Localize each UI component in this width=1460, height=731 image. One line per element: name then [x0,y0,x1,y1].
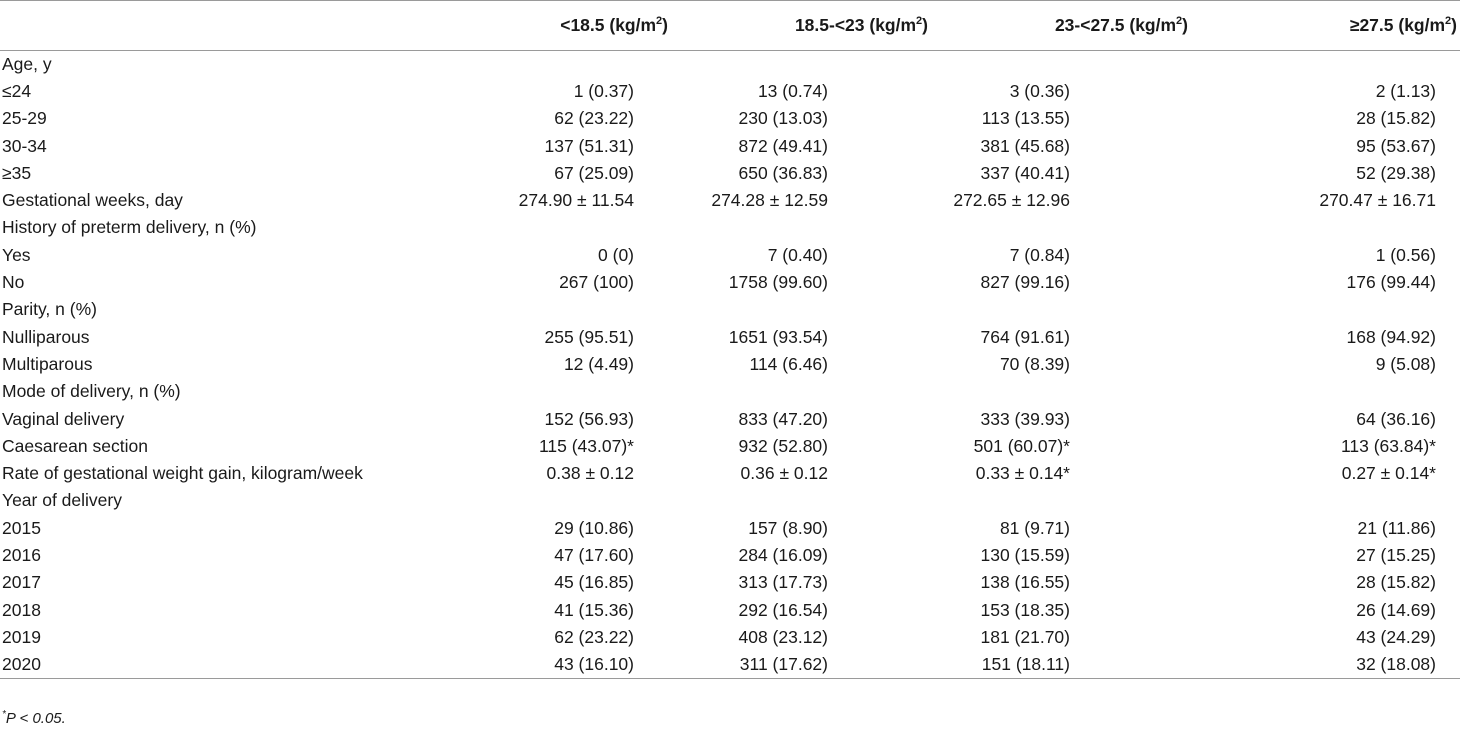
table-body [0,51,1460,679]
table-cell [940,214,1200,241]
table-cell: 29 (10.86) [554,517,634,538]
header-superscript: 2 [1176,15,1183,28]
table-cell: 47 (17.60) [554,544,634,565]
table-cell: 157 (8.90) [748,517,828,538]
table-row [0,433,1460,460]
table-cell: 311 (17.62) [680,651,940,678]
table-cell: 176 (99.44) [1346,272,1436,293]
table-cell: 381 (45.68) [980,135,1070,156]
table-header [0,1,1460,51]
table-cell: 872 (49.41) [738,135,828,156]
table-footnote [2,710,66,727]
table-cell [420,296,680,323]
table-row [0,242,1460,269]
table-cell [1200,296,1460,323]
table-cell: 1651 (93.54) [728,326,828,347]
table-cell [940,378,1200,405]
header-cell-bmi-under-18-5 [420,1,680,51]
table-cell [680,214,940,241]
table-cell [1200,214,1460,241]
table-cell: 0.33 ± 0.14* [975,463,1070,484]
row-label: Mode of delivery, n (%) [2,381,181,402]
row-label: Multiparous [2,353,93,374]
table-row [0,132,1460,159]
table-row [0,515,1460,542]
table-cell: 255 (95.51) [544,326,634,347]
table-cell: 67 (25.09) [554,162,634,183]
table-cell: 26 (14.69) [1356,599,1436,620]
table-cell: 64 (36.16) [1356,408,1436,429]
table-row [0,187,1460,214]
table-row [0,378,1460,405]
table-row [0,460,1460,487]
table-cell [940,487,1200,514]
table-cell [940,51,1200,78]
table-cell: 292 (16.54) [738,599,828,620]
table-row [0,160,1460,187]
header-tail: ) [922,15,928,35]
row-label: Caesarean section [2,435,148,456]
table-cell [940,296,1200,323]
row-label: 2015 [2,517,41,538]
table-cell: 274.28 ± 12.59 [711,190,828,211]
table-cell: 7 (0.40) [767,244,828,265]
table-cell: 27 (15.25) [1356,544,1436,565]
row-label: Vaginal delivery [2,408,125,429]
table-cell: 62 (23.22) [554,108,634,129]
table-cell: 0 (0) [598,244,634,265]
table-cell [680,296,940,323]
table-cell: 21 (11.86) [1357,517,1436,538]
row-label: Nulliparous [2,326,90,347]
table-cell: 70 (8.39) [999,353,1070,374]
table-cell [420,378,680,405]
table-cell: 12 (4.49) [563,353,634,374]
table-cell: 152 (56.93) [544,408,634,429]
row-label: 25-29 [2,108,47,129]
row-label: Year of delivery [2,490,122,511]
table-cell: 113 (13.55) [981,108,1070,129]
table-cell: 333 (39.93) [980,408,1070,429]
row-label: Age, y [2,53,52,74]
table-cell: 650 (36.83) [738,162,828,183]
table-cell: 114 (6.46) [749,353,828,374]
row-label: Yes [2,244,31,265]
header-superscript: 2 [916,15,923,28]
table-cell: 43 (24.29) [1356,626,1436,647]
header-text: 23-<27.5 (kg/m [1054,15,1177,35]
row-label: 2020 [0,651,420,678]
table-cell: 501 (60.07)* [973,435,1070,456]
header-cell-bmi-23-to-27-5 [940,1,1200,51]
table-cell: 764 (91.61) [980,326,1070,347]
table-cell: 137 (51.31) [544,135,634,156]
table-cell: 138 (16.55) [980,572,1070,593]
table-cell: 7 (0.84) [1009,244,1070,265]
row-label: History of preterm delivery, n (%) [2,217,257,238]
table-cell: 62 (23.22) [554,626,634,647]
table-cell: 130 (15.59) [980,544,1070,565]
header-text: ≥27.5 (kg/m [1349,15,1446,35]
row-label: 2017 [2,572,41,593]
table-cell: 181 (21.70) [980,626,1070,647]
table-row [0,351,1460,378]
table-cell: 313 (17.73) [738,572,828,593]
table-row [0,214,1460,241]
row-label: ≤24 [2,80,32,101]
table-cell: 115 (43.07)* [538,435,634,456]
table-cell [420,214,680,241]
table-cell [680,487,940,514]
table-cell [1200,51,1460,78]
row-label: 30-34 [2,135,47,156]
table-cell [1200,378,1460,405]
row-label: 2016 [2,544,41,565]
header-tail: ) [1451,15,1457,35]
table-row [0,51,1460,78]
table-cell: 0.36 ± 0.12 [740,463,828,484]
row-label: Rate of gestational weight gain, kilogram/week [2,463,363,484]
table-cell: 267 (100) [559,272,634,293]
table-cell: 41 (15.36) [554,599,634,620]
header-tail: ) [662,15,668,35]
table-cell [420,487,680,514]
header-superscript: 2 [1445,15,1452,28]
footnote-marker: * [2,709,6,720]
table-cell: 32 (18.08) [1200,651,1460,678]
table-row [0,105,1460,132]
table-cell: 45 (16.85) [554,572,634,593]
table-cell: 408 (23.12) [738,626,828,647]
row-label: 2019 [2,626,41,647]
header-cell-label [0,1,420,51]
footnote-text: P < 0.05. [5,710,66,727]
row-label: 2018 [2,599,41,620]
table-cell: 153 (18.35) [980,599,1070,620]
header-text: <18.5 (kg/m [560,15,657,35]
table-row [0,624,1460,651]
table-cell: 28 (15.82) [1356,108,1436,129]
row-label: Gestational weeks, day [2,190,183,211]
table-cell [1200,487,1460,514]
table-cell: 274.90 ± 11.54 [518,190,634,211]
table-cell: 337 (40.41) [980,162,1070,183]
table-row [0,569,1460,596]
table-row [0,269,1460,296]
table-cell [420,51,680,78]
row-label: No [2,272,25,293]
header-cell-bmi-27-5-plus [1200,1,1460,51]
table-cell: 95 (53.67) [1356,135,1436,156]
header-tail: ) [1182,15,1188,35]
header-row [0,1,1460,51]
table-cell: 230 (13.03) [738,108,828,129]
table-cell: 284 (16.09) [738,544,828,565]
table-row [0,78,1460,105]
table-cell: 13 (0.74) [757,80,828,101]
table-row [0,487,1460,514]
table-row [0,542,1460,569]
table-row [0,296,1460,323]
table-row [0,651,1460,678]
header-superscript: 2 [656,15,663,28]
table-cell: 0.38 ± 0.12 [546,463,634,484]
table-cell: 932 (52.80) [738,435,828,456]
table-cell: 43 (16.10) [420,651,680,678]
header-text: 18.5-<23 (kg/m [794,15,917,35]
row-label: ≥35 [2,162,32,183]
table-cell: 9 (5.08) [1375,353,1436,374]
row-label: Parity, n (%) [2,299,97,320]
table-cell: 2 (1.13) [1375,80,1436,101]
table-cell: 3 (0.36) [1009,80,1070,101]
table-cell: 0.27 ± 0.14* [1341,463,1436,484]
table-cell: 1 (0.56) [1375,244,1436,265]
table-cell: 81 (9.71) [999,517,1070,538]
table-row [0,323,1460,350]
table-cell [680,378,940,405]
table-row [0,596,1460,623]
header-cell-bmi-18-5-to-23 [680,1,940,51]
table-cell: 113 (63.84)* [1340,435,1436,456]
table-cell: 52 (29.38) [1356,162,1436,183]
table-cell: 833 (47.20) [738,408,828,429]
table-row [0,405,1460,432]
table-cell: 1 (0.37) [573,80,634,101]
table-cell: 1758 (99.60) [728,272,828,293]
table-cell: 168 (94.92) [1346,326,1436,347]
table-cell: 272.65 ± 12.96 [953,190,1070,211]
table-cell: 270.47 ± 16.71 [1319,190,1436,211]
table-cell [680,51,940,78]
table-cell: 151 (18.11) [940,651,1200,678]
table-cell: 827 (99.16) [980,272,1070,293]
table-cell: 28 (15.82) [1356,572,1436,593]
